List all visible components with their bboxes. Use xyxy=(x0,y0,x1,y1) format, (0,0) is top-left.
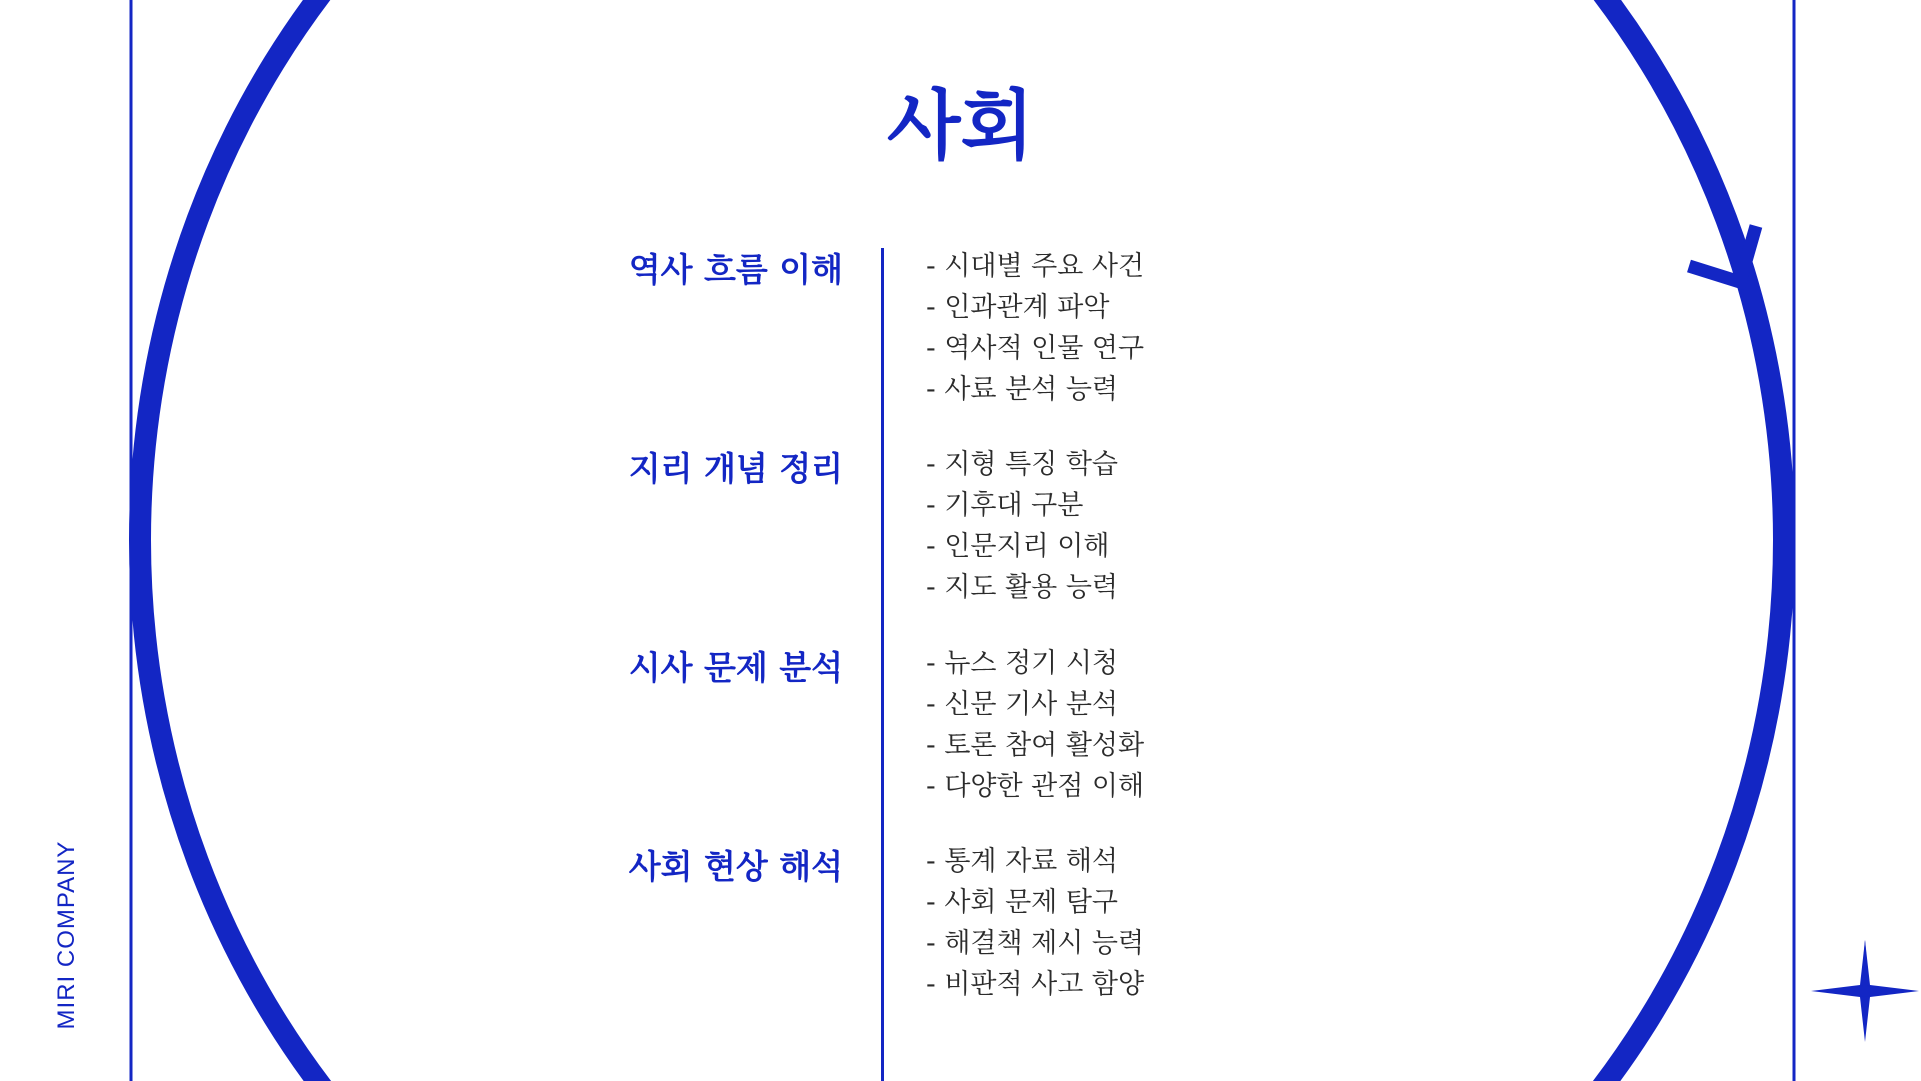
list-item: - 사회 문제 탐구 xyxy=(926,887,1118,918)
section-list-geography xyxy=(926,444,1118,608)
vertical-divider xyxy=(881,248,884,1081)
section-heading-current-affairs: 시사 문제 분석 xyxy=(628,648,843,687)
page-title: 사회 xyxy=(887,81,1034,170)
list-item: - 비판적 사고 함양 xyxy=(926,969,1145,1000)
list-item: - 뉴스 정기 시청 xyxy=(926,648,1118,679)
list-item: - 역사적 인물 연구 xyxy=(926,333,1145,364)
list-item: - 해결책 제시 능력 xyxy=(926,928,1145,959)
list-item: - 통계 자료 해석 xyxy=(926,846,1118,877)
list-item: - 토론 참여 활성화 xyxy=(926,730,1145,761)
section-list-history xyxy=(926,246,1144,410)
list-item: - 인과관계 파악 xyxy=(926,292,1110,323)
sparkle-star-icon xyxy=(1811,940,1919,1042)
list-item: - 인문지리 이해 xyxy=(926,531,1110,562)
section-list-current-affairs xyxy=(926,643,1144,807)
section-list-social-phenomena xyxy=(926,841,1144,1005)
section-heading-geography: 지리 개념 정리 xyxy=(628,449,843,488)
section-heading-history: 역사 흐름 이해 xyxy=(628,250,843,289)
list-item: - 다양한 관점 이해 xyxy=(926,771,1145,802)
list-item: - 지형 특징 학습 xyxy=(926,449,1118,480)
brand-name: MIRI COMPANY xyxy=(53,840,80,1030)
list-item: - 기후대 구분 xyxy=(926,490,1084,521)
section-heading-social-phenomena: 사회 현상 해석 xyxy=(628,847,843,886)
list-item: - 사료 분석 능력 xyxy=(926,374,1118,405)
list-item: - 시대별 주요 사건 xyxy=(926,251,1145,282)
list-item: - 신문 기사 분석 xyxy=(926,689,1118,720)
list-item: - 지도 활용 능력 xyxy=(926,572,1118,603)
